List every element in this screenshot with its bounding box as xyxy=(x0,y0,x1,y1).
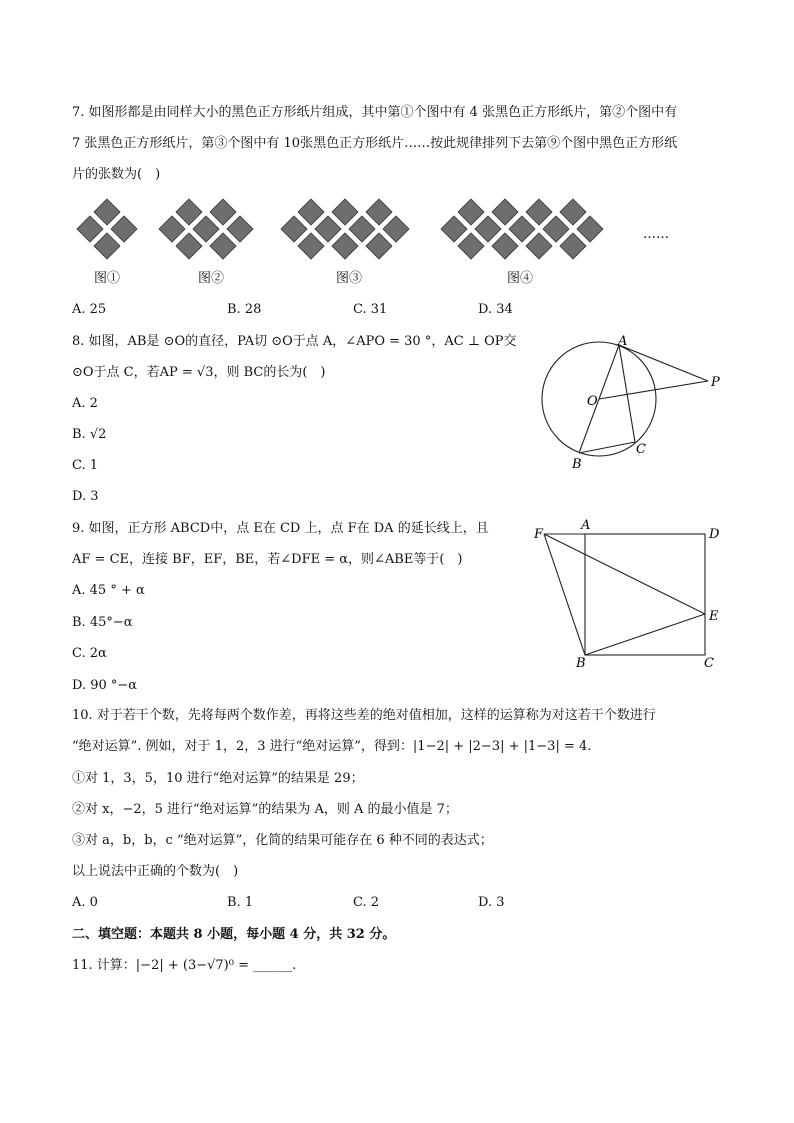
q7-figure-label-2: 图② xyxy=(198,271,225,286)
q9-label-c: C xyxy=(704,656,714,671)
q9-label-e: E xyxy=(709,609,719,624)
q10-option-b[interactable]: B. 1 xyxy=(227,895,254,910)
section-2-heading: 二、填空题：本题共 8 小题，每小题 4 分，共 32 分。 xyxy=(72,927,396,942)
q8-option-a[interactable]: A. 2 xyxy=(72,396,98,411)
q8-label-c: C xyxy=(636,442,646,457)
q8-tangent-pa xyxy=(619,345,708,381)
q10-statement-1: ①对 1，3，5，10 进行“绝对运算”的结果是 29； xyxy=(72,771,364,786)
q7-option-a[interactable]: A. 25 xyxy=(72,302,107,317)
q8-option-c[interactable]: C. 1 xyxy=(72,458,99,473)
q7-figure-label-3: 图③ xyxy=(336,271,363,286)
q7-figure-4 xyxy=(441,199,603,259)
q7-figure-3 xyxy=(281,199,409,259)
q8-circle-figure xyxy=(530,334,730,474)
q9-label-a: A xyxy=(581,518,591,533)
q11-line: 11. 计算：|−2| + (3−√7)⁰ = ______. xyxy=(72,958,297,973)
q9-option-b[interactable]: B. 45°−α xyxy=(72,615,133,630)
q8-label-p: P xyxy=(711,375,720,390)
q7-figure-2 xyxy=(159,199,253,259)
q7-option-c[interactable]: C. 31 xyxy=(353,302,388,317)
q9-square-figure xyxy=(530,514,730,674)
q9-option-c[interactable]: C. 2α xyxy=(72,646,107,661)
q7-figure-label-4: 图④ xyxy=(507,271,534,286)
q9-segment-fe xyxy=(544,534,705,614)
q9-segment-bf xyxy=(544,534,585,655)
q8-option-b[interactable]: B. √2 xyxy=(72,427,107,442)
q8-option-d[interactable]: D. 3 xyxy=(72,489,99,504)
q8-label-o: O xyxy=(587,394,598,409)
q7-ellipsis: …… xyxy=(643,227,669,242)
q10-option-d[interactable]: D. 3 xyxy=(478,895,505,910)
q7-option-d[interactable]: D. 34 xyxy=(478,302,513,317)
q9-segment-be xyxy=(585,614,705,655)
q8-chord-bc xyxy=(579,442,635,453)
q10-statement-3: ③对 a，b，b，c “绝对运算”，化简的结果可能存在 6 种不同的表达式； xyxy=(72,833,493,848)
q7-option-b[interactable]: B. 28 xyxy=(227,302,262,317)
q7-figure-1 xyxy=(77,199,137,259)
q10-option-a[interactable]: A. 0 xyxy=(72,895,98,910)
q7-line-3: 片的张数为( ) xyxy=(72,167,161,182)
q8-line-2: ⊙O于点 C，若AP = √3，则 BC的长为( ) xyxy=(72,365,326,380)
q7-tile-figures xyxy=(70,196,710,266)
q7-figure-label-1: 图① xyxy=(94,271,121,286)
q9-line-2: AF = CE，连接 BF，EF，BE，若∠DFE = α，则∠ABE等于( ) xyxy=(72,552,463,567)
q10-line-2: “绝对运算”. 例如，对于 1，2，3 进行“绝对运算”，得到：|1−2| + |2−3| + |1−3| = 4. xyxy=(72,739,592,754)
q9-option-a[interactable]: A. 45 ° + α xyxy=(72,583,145,598)
q8-label-a: A xyxy=(618,334,628,349)
q9-line-1: 9. 如图，正方形 ABCD中，点 E在 CD 上，点 F在 DA 的延长线上，且 xyxy=(72,521,489,536)
q8-line-1: 8. 如图，AB是 ⊙O的直径，PA切 ⊙O于点 A，∠APO = 30 °，AC ⊥ OP交 xyxy=(72,334,517,349)
q9-label-d: D xyxy=(709,527,720,542)
q7-line-1: 7. 如图形都是由同样大小的黑色正方形纸片组成，其中第①个图中有 4 张黑色正方形纸片，第②个图中有 xyxy=(72,105,678,120)
q9-label-b: B xyxy=(576,656,586,671)
q10-line-1: 10. 对于若干个数，先将每两个数作差，再将这些差的绝对值相加，这样的运算称为对这若干个数进行 xyxy=(72,708,656,723)
q10-option-c[interactable]: C. 2 xyxy=(353,895,380,910)
q9-option-d[interactable]: D. 90 °−α xyxy=(72,678,138,693)
q8-diameter-ab xyxy=(579,345,619,453)
q10-statement-2: ②对 x，−2，5 进行“绝对运算”的结果为 A，则 A 的最小值是 7； xyxy=(72,802,458,817)
q7-line-2: 7 张黑色正方形纸片，第③个图中有 10张黑色正方形纸片……按此规律排列下去第⑨个图中黑色正方形纸 xyxy=(72,136,678,151)
q9-square-abcd xyxy=(585,534,705,655)
q8-label-b: B xyxy=(572,457,582,472)
q10-line-question: 以上说法中正确的个数为( ) xyxy=(72,864,239,879)
q9-label-f: F xyxy=(534,527,544,542)
